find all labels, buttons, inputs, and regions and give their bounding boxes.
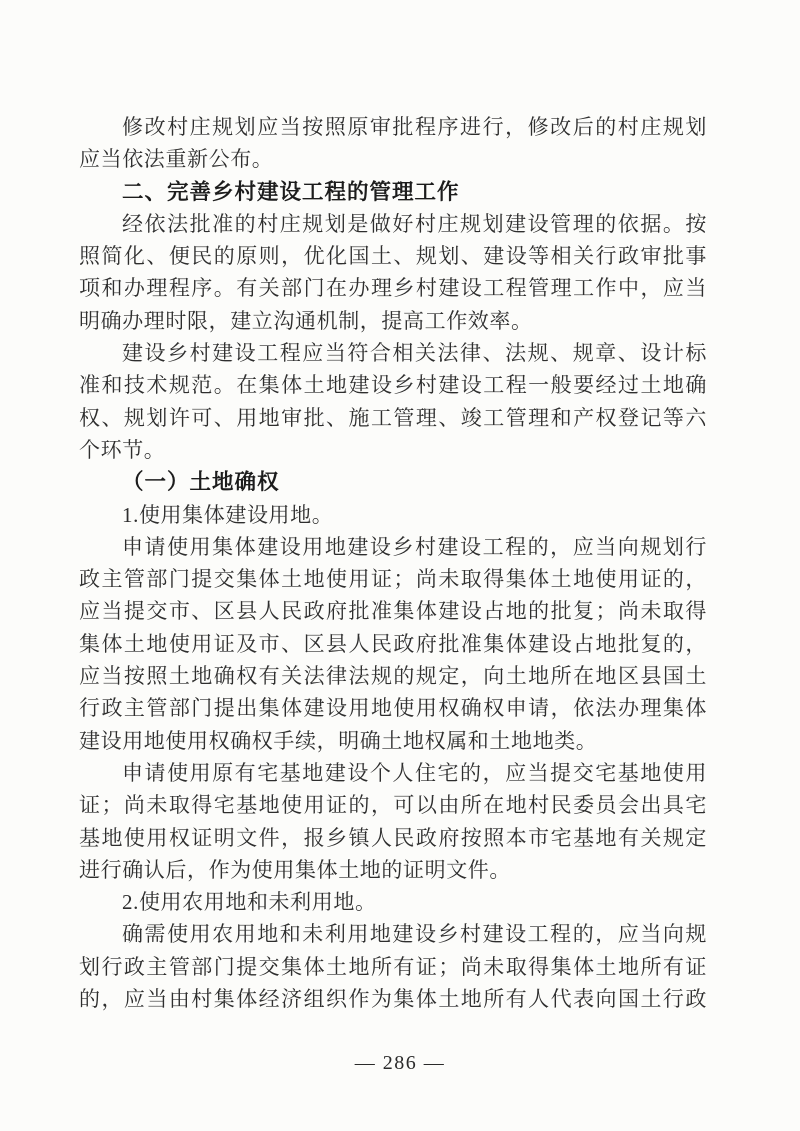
text-line: 1.使用集体建设用地。 — [122, 502, 334, 527]
text-line: 划行政主管部门提交集体土地所有证；尚未取得集体土地所有证 — [79, 954, 707, 979]
text-line: 照简化、便民的原则，优化国土、规划、建设等相关行政审批事 — [79, 244, 707, 269]
text-line: 明确办理时限，建立沟通机制，提高工作效率。 — [79, 308, 533, 333]
text-line: 2.使用农用地和未利用地。 — [122, 890, 377, 915]
text-line: 确需使用农用地和未利用地建设乡村建设工程的，应当向规 — [122, 922, 707, 947]
text-line: 应当提交市、区县人民政府批准集体建设占地的批复；尚未取得 — [79, 599, 707, 624]
text-line: 个环节。 — [79, 437, 166, 462]
text-line: 进行确认后，作为使用集体土地的证明文件。 — [79, 857, 511, 882]
page-footer — [0, 1048, 800, 1078]
text-line: 集体土地使用证及市、区县人民政府批准集体建设占地批复的， — [79, 631, 707, 656]
text-line: 申请使用原有宅基地建设个人住宅的，应当提交宅基地使用 — [122, 760, 707, 785]
text-line: 建设乡村建设工程应当符合相关法律、法规、规章、设计标 — [122, 341, 707, 366]
text-line: 建设用地使用权确权手续，明确土地权属和土地地类。 — [79, 728, 598, 753]
document-body — [79, 111, 707, 1015]
section-heading: （一）土地确权 — [122, 470, 280, 495]
section-heading: 二、完善乡村建设工程的管理工作 — [122, 179, 460, 204]
text-line: 权、规划许可、用地审批、施工管理、竣工管理和产权登记等六 — [79, 405, 707, 430]
text-line: 政主管部门提交集体土地使用证；尚未取得集体土地使用证的， — [79, 567, 707, 592]
page-number: — 286 — — [354, 1052, 446, 1074]
text-line: 申请使用集体建设用地建设乡村建设工程的，应当向规划行 — [122, 534, 707, 559]
text-line: 应当按照土地确权有关法律法规的规定，向土地所在地区县国土 — [79, 664, 707, 689]
text-line: 行政主管部门提出集体建设用地使用权确权申请，依法办理集体 — [79, 696, 707, 721]
text-line: 经依法批准的村庄规划是做好村庄规划建设管理的依据。按 — [122, 211, 707, 236]
text-line: 应当依法重新公布。 — [79, 147, 274, 172]
text-line: 修改村庄规划应当按照原审批程序进行，修改后的村庄规划 — [122, 115, 707, 139]
text-line: 基地使用权证明文件，报乡镇人民政府按照本市宅基地有关规定 — [79, 825, 707, 850]
text-line: 项和办理程序。有关部门在办理乡村建设工程管理工作中，应当 — [79, 276, 707, 301]
text-line: 的，应当由村集体经济组织作为集体土地所有人代表向国土行政 — [79, 987, 707, 1012]
text-line: 证；尚未取得宅基地使用证的，可以由所在地村民委员会出具宅 — [79, 793, 707, 818]
text-line: 准和技术规范。在集体土地建设乡村建设工程一般要经过土地确 — [79, 373, 707, 398]
